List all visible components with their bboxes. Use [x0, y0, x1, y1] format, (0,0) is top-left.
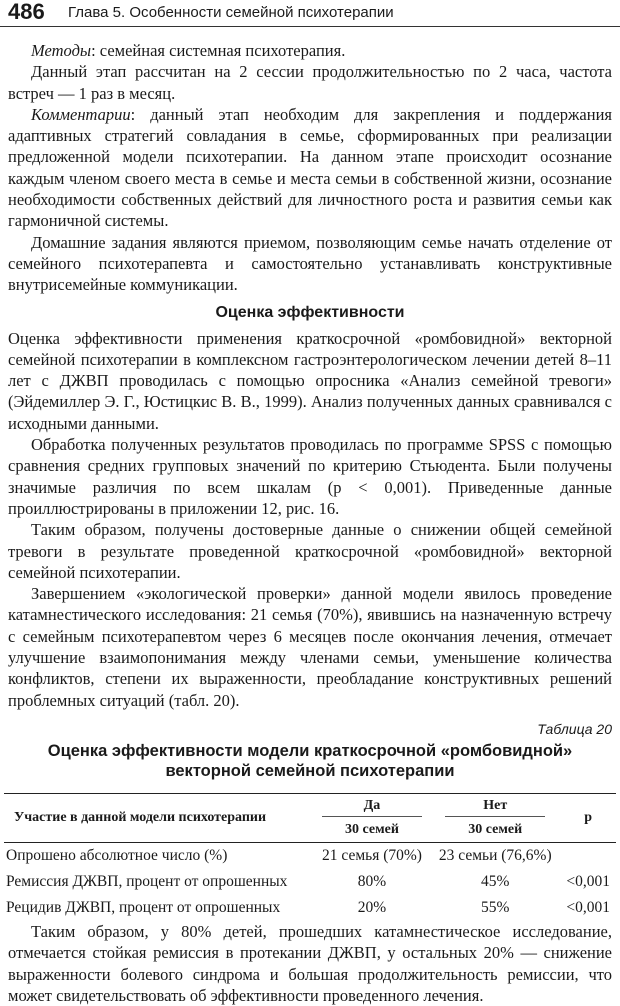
comments-lead: Комментарии	[31, 104, 131, 124]
methods-text: : семейная системная психотерапия.	[91, 41, 346, 60]
methods-lead: Методы	[31, 41, 92, 60]
paragraph-evaluation: Оценка эффективности применения краткосрочной «ромбовидной» векторной семейной психотерапии в комплексном гастроэнтерологическом лечении детей 8–11 лет с ДЖВП проводилась с помощью опросника «Анализ семейной тревоги» (Эйдемиллер Э. Г., Юстицкис В. В., 1999). Анализ полученных данных сравнивался с исходными данными.	[8, 328, 612, 433]
page-header	[0, 0, 620, 30]
row-header: Участие в данной модели психотерапии	[4, 793, 314, 842]
cell-no: 45%	[481, 873, 510, 891]
paragraph-processing: Обработка полученных результатов проводилась по программе SPSS с помощью сравнения средних групповых значений по критерию Стьюдента. Были получены значимые различия по всем шкалам (p < 0,001). Приведенные данные проиллюстрированы в приложении 12, рис. 16.	[8, 435, 612, 518]
col-p-header: p	[560, 793, 616, 842]
page-number: 486	[8, 0, 45, 24]
paragraph-comments	[8, 104, 612, 232]
table-row	[4, 842, 616, 869]
running-title: Глава 5. Особенности семейной психотерапии	[68, 4, 394, 21]
paragraph-conclusion: Таким образом, получены достоверные данные о снижении общей семейной тревоги в результате проведенной краткосрочной «ромбовидной» векторной семейной психотерапии.	[8, 520, 612, 582]
sub-no-header: 30 семей	[430, 818, 560, 843]
table-row	[4, 895, 616, 921]
cell-no: 55%	[481, 899, 510, 917]
paragraph-sessions: Данный этап рассчитан на 2 сессии продолжительностью по 2 часа, частота встреч — 1 раз в месяц.	[8, 62, 612, 103]
cell-no: 23 семьи (76,6%)	[438, 847, 552, 865]
col-yes-header: Да	[314, 793, 430, 818]
cell-p: <0,001	[566, 899, 610, 917]
cell-yes: 21 семья (70%)	[322, 847, 422, 865]
comments-text: : данный этап необходим для закрепления и поддержания адаптивных стратегий совладания в семье, сформированных при реализации предложенной модели психотерапии. На данном этапе происходит осознание каждым членом своего места в семье и места семьи в собственной жизни, осознание необходимости собственных действий для личностного роста и развития семьи как гармоничной системы.	[8, 104, 612, 231]
paragraph-homework: Домашние задания являются приемом, позволяющим семье начать отделение от семейного психотерапевта и самостоятельно устанавливать конструктивные внутрисемейные коммуникации.	[8, 232, 612, 295]
row-label: Ремиссия ДЖВП, процент от опрошенных	[6, 873, 288, 891]
table-title-line2: векторной семейной психотерапии	[165, 761, 455, 780]
cell-yes: 20%	[357, 899, 387, 917]
cell-p: <0,001	[566, 873, 610, 891]
table-title-line1: Оценка эффективности модели краткосрочной «ромбовидной»	[47, 741, 573, 760]
cell-yes: 80%	[357, 873, 387, 891]
col-no-header: Нет	[430, 793, 560, 818]
header-rule	[0, 26, 620, 27]
row-label: Рецидив ДЖВП, процент от опрошенных	[6, 899, 281, 917]
paragraph-catamnesis: Завершением «экологической проверки» данной модели явилось проведение катамнестического исследования: 21 семья (70%), явившись на назначенную встречу с семейным психотерапевтом через 6 месяцев после окончания лечения, отмечает улучшение взаимопонимания между членами семьи, уменьшение количества конфликтов, степени их выраженности, преобладание конструктивных решений проблемных ситуаций (табл. 20).	[8, 584, 612, 710]
results-table	[4, 793, 616, 921]
table-caption: Таблица 20	[537, 720, 612, 737]
page-body	[8, 40, 612, 1006]
section-heading: Оценка эффективности	[215, 303, 405, 321]
row-label: Опрошено абсолютное число (%)	[6, 847, 228, 865]
table-row	[4, 869, 616, 895]
table-title	[8, 741, 612, 781]
cell-p	[560, 842, 616, 869]
paragraph-methods	[8, 40, 612, 61]
paragraph-closing: Таким образом, у 80% детей, прошедших катамнестическое исследование, отмечается стойкая ремиссия в протекании ДЖВП, у остальных 20% — снижение выраженности болевого синдрома и большая продолжительность ремиссии, что может свидетельствовать об эффективности проведенного лечения.	[8, 921, 612, 1005]
sub-yes-header: 30 семей	[314, 818, 430, 843]
